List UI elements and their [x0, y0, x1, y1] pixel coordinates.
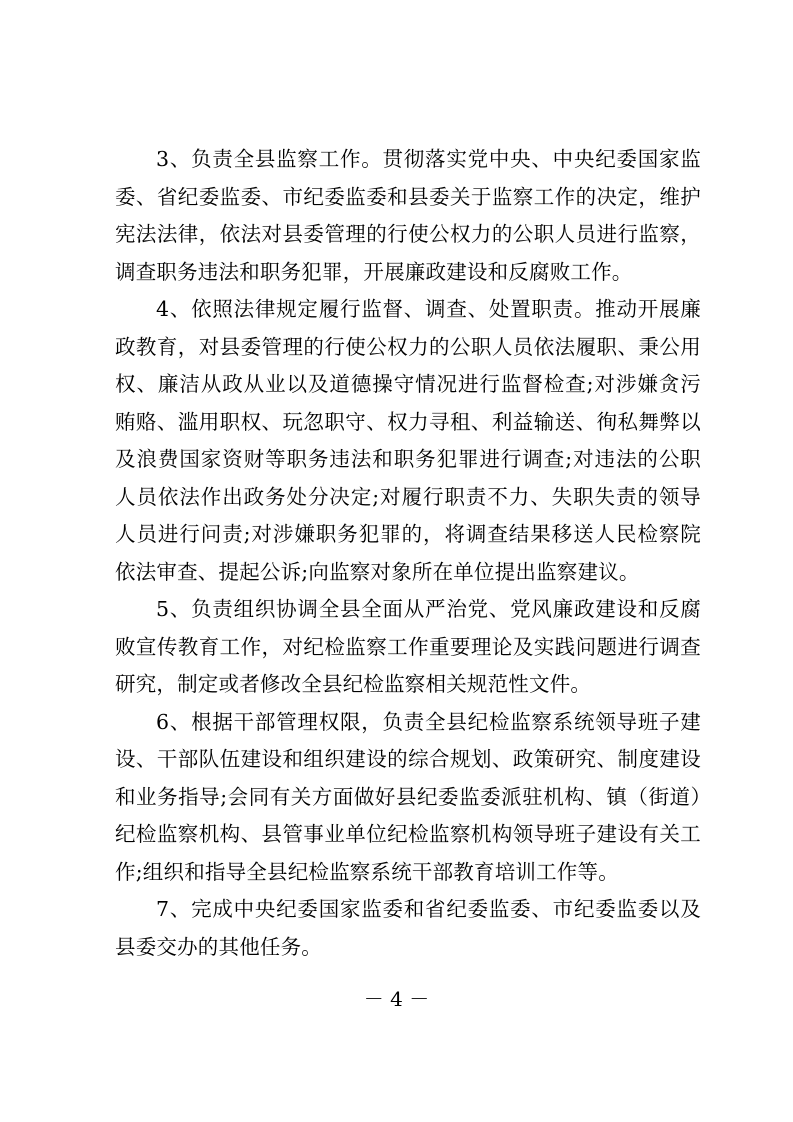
page-number: － 4 －: [363, 987, 430, 1011]
document-body: [115, 141, 701, 966]
paragraph-item-3: 3、负责全县监察工作。贯彻落实党中央、中央纪委国家监委、省纪委监委、市纪委监委和县委关于监察工作的决定，维护宪法法律，依法对县委管理的行使公权力的公职人员进行监察，调查职务违法和职务犯罪，开展廉政建设和反腐败工作。: [115, 147, 701, 284]
paragraph-item-4: 4、依照法律规定履行监督、调查、处置职责。推动开展廉政教育，对县委管理的行使公权力的公职人员依法履职、秉公用权、廉洁从政从业以及道德操守情况进行监督检查;对涉嫌贪污贿赂、滥用职权、玩忽职守、权力寻租、利益输送、徇私舞弊以及浪费国家资财等职务违法和职务犯罪进行调查;对违法的公职人员依法作出政务处分决定;对履行职责不力、失职失责的领导人员进行问责;对涉嫌职务犯罪的，将调查结果移送人民检察院依法审查、提起公诉;向监察对象所在单位提出监察建议。: [115, 297, 701, 584]
paragraph-item-5: 5、负责组织协调全县全面从严治党、党风廉政建设和反腐败宣传教育工作，对纪检监察工作重要理论及实践问题进行调查研究，制定或者修改全县纪检监察相关规范性文件。: [115, 597, 701, 696]
paragraph-item-6: 6、根据干部管理权限，负责全县纪检监察系统领导班子建设、干部队伍建设和组织建设的综合规划、政策研究、制度建设和业务指导;会同有关方面做好县纪委监委派驻机构、镇（街道）纪检监察机构、县管事业单位纪检监察机构领导班子建设有关工作;组织和指导全县纪检监察系统干部教育培训工作等。: [115, 709, 701, 884]
paragraph-item-7: 7、完成中央纪委国家监委和省纪委监委、市纪委监委以及县委交办的其他任务。: [115, 897, 701, 959]
